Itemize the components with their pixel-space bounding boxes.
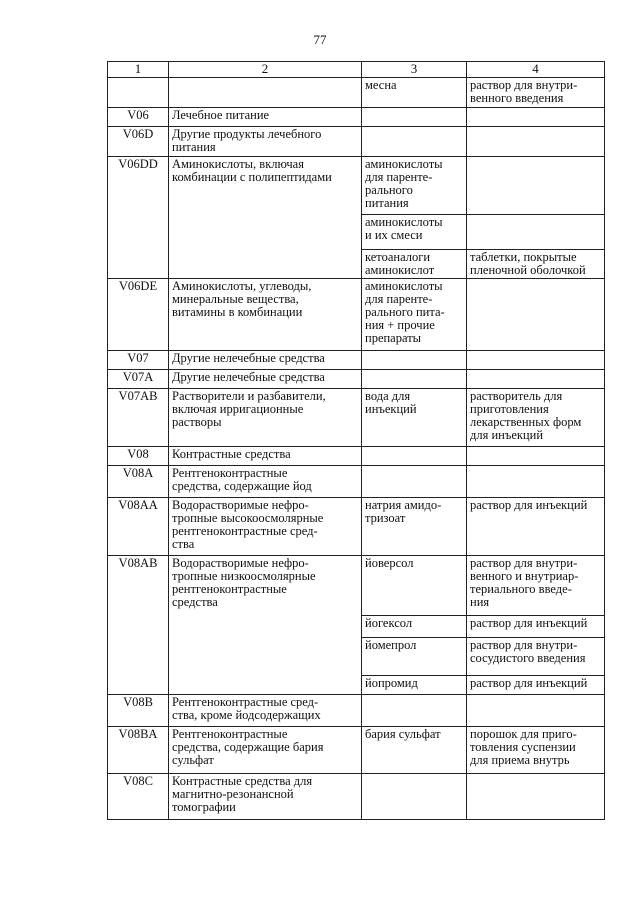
name-text-line: Другие нелечебные средства <box>172 351 325 365</box>
form-text-line: пленочной оболочкой <box>470 263 586 277</box>
atc-code-cell <box>108 774 169 820</box>
substance-text-line: кетоаналоги <box>365 250 431 264</box>
substance-cell <box>362 279 467 351</box>
atc-code-cell <box>108 157 169 279</box>
form-text-line: раствор для инъекций <box>470 616 588 630</box>
dosage-form-cell <box>467 466 605 498</box>
name-text-line: Аминокислоты, включая <box>172 157 304 171</box>
name-text-line: Растворители и разбавители, <box>172 389 326 403</box>
substance-text-line: йопромид <box>365 676 418 690</box>
atc-code: V07 <box>127 351 149 365</box>
table-row <box>108 389 605 447</box>
atc-code-cell <box>108 351 169 370</box>
substance-text-line: аминокислоты <box>365 279 443 293</box>
substance-text-line: питания <box>365 196 409 210</box>
substance-text-line: йогексол <box>365 616 413 630</box>
form-text-line: товления суспензии <box>470 740 576 754</box>
atc-code-cell <box>108 466 169 498</box>
dosage-form-cell <box>467 250 605 279</box>
atc-code-cell <box>108 127 169 157</box>
table-row <box>108 157 605 215</box>
name-text-line: Другие нелечебные средства <box>172 370 325 384</box>
atc-code: V06DE <box>118 279 158 293</box>
table-row <box>108 127 605 157</box>
name-text-line: комбинации с полипептидами <box>172 170 332 184</box>
name-text-line: рентгеноконтрастные сред- <box>172 524 318 538</box>
atc-code: V06DD <box>118 157 158 171</box>
atc-code-cell <box>108 389 169 447</box>
atc-code: V08AA <box>118 498 158 512</box>
atc-code: V06D <box>122 127 154 141</box>
substance-cell <box>362 157 467 215</box>
form-text-line: сосудистого введения <box>470 651 586 665</box>
dosage-form-cell <box>467 127 605 157</box>
dosage-form-cell <box>467 351 605 370</box>
table-row <box>108 695 605 727</box>
dosage-form-cell <box>467 695 605 727</box>
substance-cell <box>362 78 467 108</box>
dosage-form-cell <box>467 774 605 820</box>
substance-cell <box>362 250 467 279</box>
substance-cell <box>362 215 467 250</box>
substance-cell <box>362 498 467 556</box>
table-header-row <box>108 62 605 78</box>
form-text-line: таблетки, покрытые <box>470 250 577 264</box>
dosage-form-cell <box>467 389 605 447</box>
table-row <box>108 498 605 556</box>
dosage-form-cell <box>467 556 605 616</box>
atc-code-cell <box>108 498 169 556</box>
name-text-line: ства <box>172 537 195 551</box>
substance-cell <box>362 389 467 447</box>
substance-cell <box>362 127 467 157</box>
table-row <box>108 447 605 466</box>
atc-code-cell <box>108 108 169 127</box>
name-text-line: магнитно-резонансной <box>172 787 294 801</box>
name-text-line: томографии <box>172 800 236 814</box>
substance-text-line: натрия амидо- <box>365 498 442 512</box>
header-col-1: 1 <box>108 62 169 78</box>
form-text-line: ния <box>470 595 490 609</box>
atc-code-cell <box>108 447 169 466</box>
dosage-form-cell <box>467 78 605 108</box>
form-text-line: териального введе- <box>470 582 572 596</box>
group-name-cell <box>169 108 362 127</box>
name-text-line: средства <box>172 595 218 609</box>
substance-cell <box>362 447 467 466</box>
name-text-line: Рентгеноконтрастные сред- <box>172 695 319 709</box>
substance-text-line: аминокислот <box>365 263 435 277</box>
form-text-line: раствор для инъекций <box>470 498 588 512</box>
form-text-line: для приема внутрь <box>470 753 570 767</box>
group-name-cell <box>169 466 362 498</box>
group-name-cell <box>169 727 362 774</box>
table-row <box>108 727 605 774</box>
substance-text-line: аминокислоты <box>365 215 443 229</box>
substance-text-line: препараты <box>365 331 422 345</box>
substance-cell <box>362 370 467 389</box>
name-text-line: Другие продукты лечебного <box>172 127 322 141</box>
substance-text-line: для паренте- <box>365 170 433 184</box>
substance-cell <box>362 676 467 695</box>
name-text-line: питания <box>172 140 216 154</box>
substance-text-line: тризоат <box>365 511 406 525</box>
name-text-line: тропные низкоосмолярные <box>172 569 316 583</box>
dosage-form-cell <box>467 370 605 389</box>
form-text-line: венного введения <box>470 91 564 105</box>
dosage-form-cell <box>467 638 605 676</box>
form-text-line: приготовления <box>470 402 549 416</box>
name-text-line: Водорастворимые нефро- <box>172 498 309 512</box>
atc-code: V07AB <box>118 389 158 403</box>
name-text-line: Рентгеноконтрастные <box>172 727 288 741</box>
dosage-form-cell <box>467 498 605 556</box>
dosage-form-cell <box>467 727 605 774</box>
substance-text-line: йоверсол <box>365 556 414 570</box>
page-number: 77 <box>313 32 327 47</box>
form-text-line: раствор для внутри- <box>470 638 578 652</box>
name-text-line: Водорастворимые нефро- <box>172 556 309 570</box>
group-name-cell <box>169 127 362 157</box>
name-text-line: рентгеноконтрастные <box>172 582 287 596</box>
table-row <box>108 556 605 616</box>
dosage-form-cell <box>467 215 605 250</box>
substance-cell <box>362 556 467 616</box>
group-name-cell <box>169 78 362 108</box>
substance-text-line: рального пита- <box>365 305 445 319</box>
substance-cell <box>362 774 467 820</box>
substance-text-line: месна <box>365 78 397 92</box>
name-text-line: средства, содержащие йод <box>172 479 312 493</box>
atc-code: V06 <box>127 108 149 122</box>
name-text-line: средства, содержащие бария <box>172 740 324 754</box>
table-row <box>108 279 605 351</box>
table-row <box>108 351 605 370</box>
table-row <box>108 370 605 389</box>
name-text-line: Аминокислоты, углеводы, <box>172 279 312 293</box>
atc-code-cell <box>108 727 169 774</box>
atc-code-cell <box>108 279 169 351</box>
form-text-line: для инъекций <box>470 428 544 442</box>
atc-code: V08B <box>123 695 153 709</box>
substance-text-line: бария сульфат <box>365 727 441 741</box>
atc-code-cell <box>108 556 169 695</box>
header-col-4: 4 <box>467 62 605 78</box>
form-text-line: венного и внутриар- <box>470 569 579 583</box>
substance-cell <box>362 727 467 774</box>
form-text-line: растворитель для <box>470 389 563 403</box>
atc-code-cell <box>108 78 169 108</box>
atc-code: V08BA <box>118 727 158 741</box>
group-name-cell <box>169 695 362 727</box>
substance-cell <box>362 616 467 638</box>
form-text-line: порошок для приго- <box>470 727 577 741</box>
name-text-line: тропные высокоосмолярные <box>172 511 324 525</box>
atc-code: V08C <box>123 774 153 788</box>
dosage-form-cell <box>467 676 605 695</box>
group-name-cell <box>169 498 362 556</box>
dosage-form-cell <box>467 279 605 351</box>
group-name-cell <box>169 157 362 279</box>
substance-cell <box>362 108 467 127</box>
substance-cell <box>362 466 467 498</box>
substance-cell <box>362 638 467 676</box>
dosage-form-cell <box>467 447 605 466</box>
drug-classification-table <box>107 61 605 820</box>
table-row <box>108 774 605 820</box>
name-text-line: Лечебное питание <box>172 108 270 122</box>
substance-text-line: ния + прочие <box>365 318 435 332</box>
table-row <box>108 108 605 127</box>
substance-text-line: йомепрол <box>365 638 417 652</box>
name-text-line: растворы <box>172 415 222 429</box>
name-text-line: включая ирригационные <box>172 402 304 416</box>
name-text-line: сульфат <box>172 753 214 767</box>
group-name-cell <box>169 351 362 370</box>
name-text-line: минеральные вещества, <box>172 292 299 306</box>
atc-code-cell <box>108 695 169 727</box>
form-text-line: раствор для внутри- <box>470 556 578 570</box>
group-name-cell <box>169 370 362 389</box>
group-name-cell <box>169 447 362 466</box>
header-col-3: 3 <box>362 62 467 78</box>
dosage-form-cell <box>467 157 605 215</box>
atc-code: V08A <box>122 466 154 480</box>
name-text-line: ства, кроме йодсодержащих <box>172 708 321 722</box>
header-col-2: 2 <box>169 62 362 78</box>
substance-text-line: для паренте- <box>365 292 433 306</box>
form-text-line: раствор для инъекций <box>470 676 588 690</box>
substance-cell <box>362 695 467 727</box>
substance-text-line: и их смеси <box>365 228 423 242</box>
atc-code-cell <box>108 370 169 389</box>
name-text-line: Рентгеноконтрастные <box>172 466 288 480</box>
atc-code: V07A <box>122 370 154 384</box>
substance-text-line: аминокислоты <box>365 157 443 171</box>
group-name-cell <box>169 774 362 820</box>
dosage-form-cell <box>467 616 605 638</box>
form-text-line: лекарственных форм <box>470 415 582 429</box>
table-row <box>108 78 605 108</box>
dosage-form-cell <box>467 108 605 127</box>
group-name-cell <box>169 389 362 447</box>
atc-code: V08 <box>127 447 149 461</box>
name-text-line: витамины в комбинации <box>172 305 303 319</box>
substance-text-line: рального <box>365 183 413 197</box>
group-name-cell <box>169 279 362 351</box>
substance-text-line: инъекций <box>365 402 417 416</box>
name-text-line: Контрастные средства для <box>172 774 313 788</box>
group-name-cell <box>169 556 362 695</box>
atc-code: V08AB <box>118 556 158 570</box>
name-text-line: Контрастные средства <box>172 447 291 461</box>
table-row <box>108 466 605 498</box>
form-text-line: раствор для внутри- <box>470 78 578 92</box>
substance-cell <box>362 351 467 370</box>
substance-text-line: вода для <box>365 389 411 403</box>
